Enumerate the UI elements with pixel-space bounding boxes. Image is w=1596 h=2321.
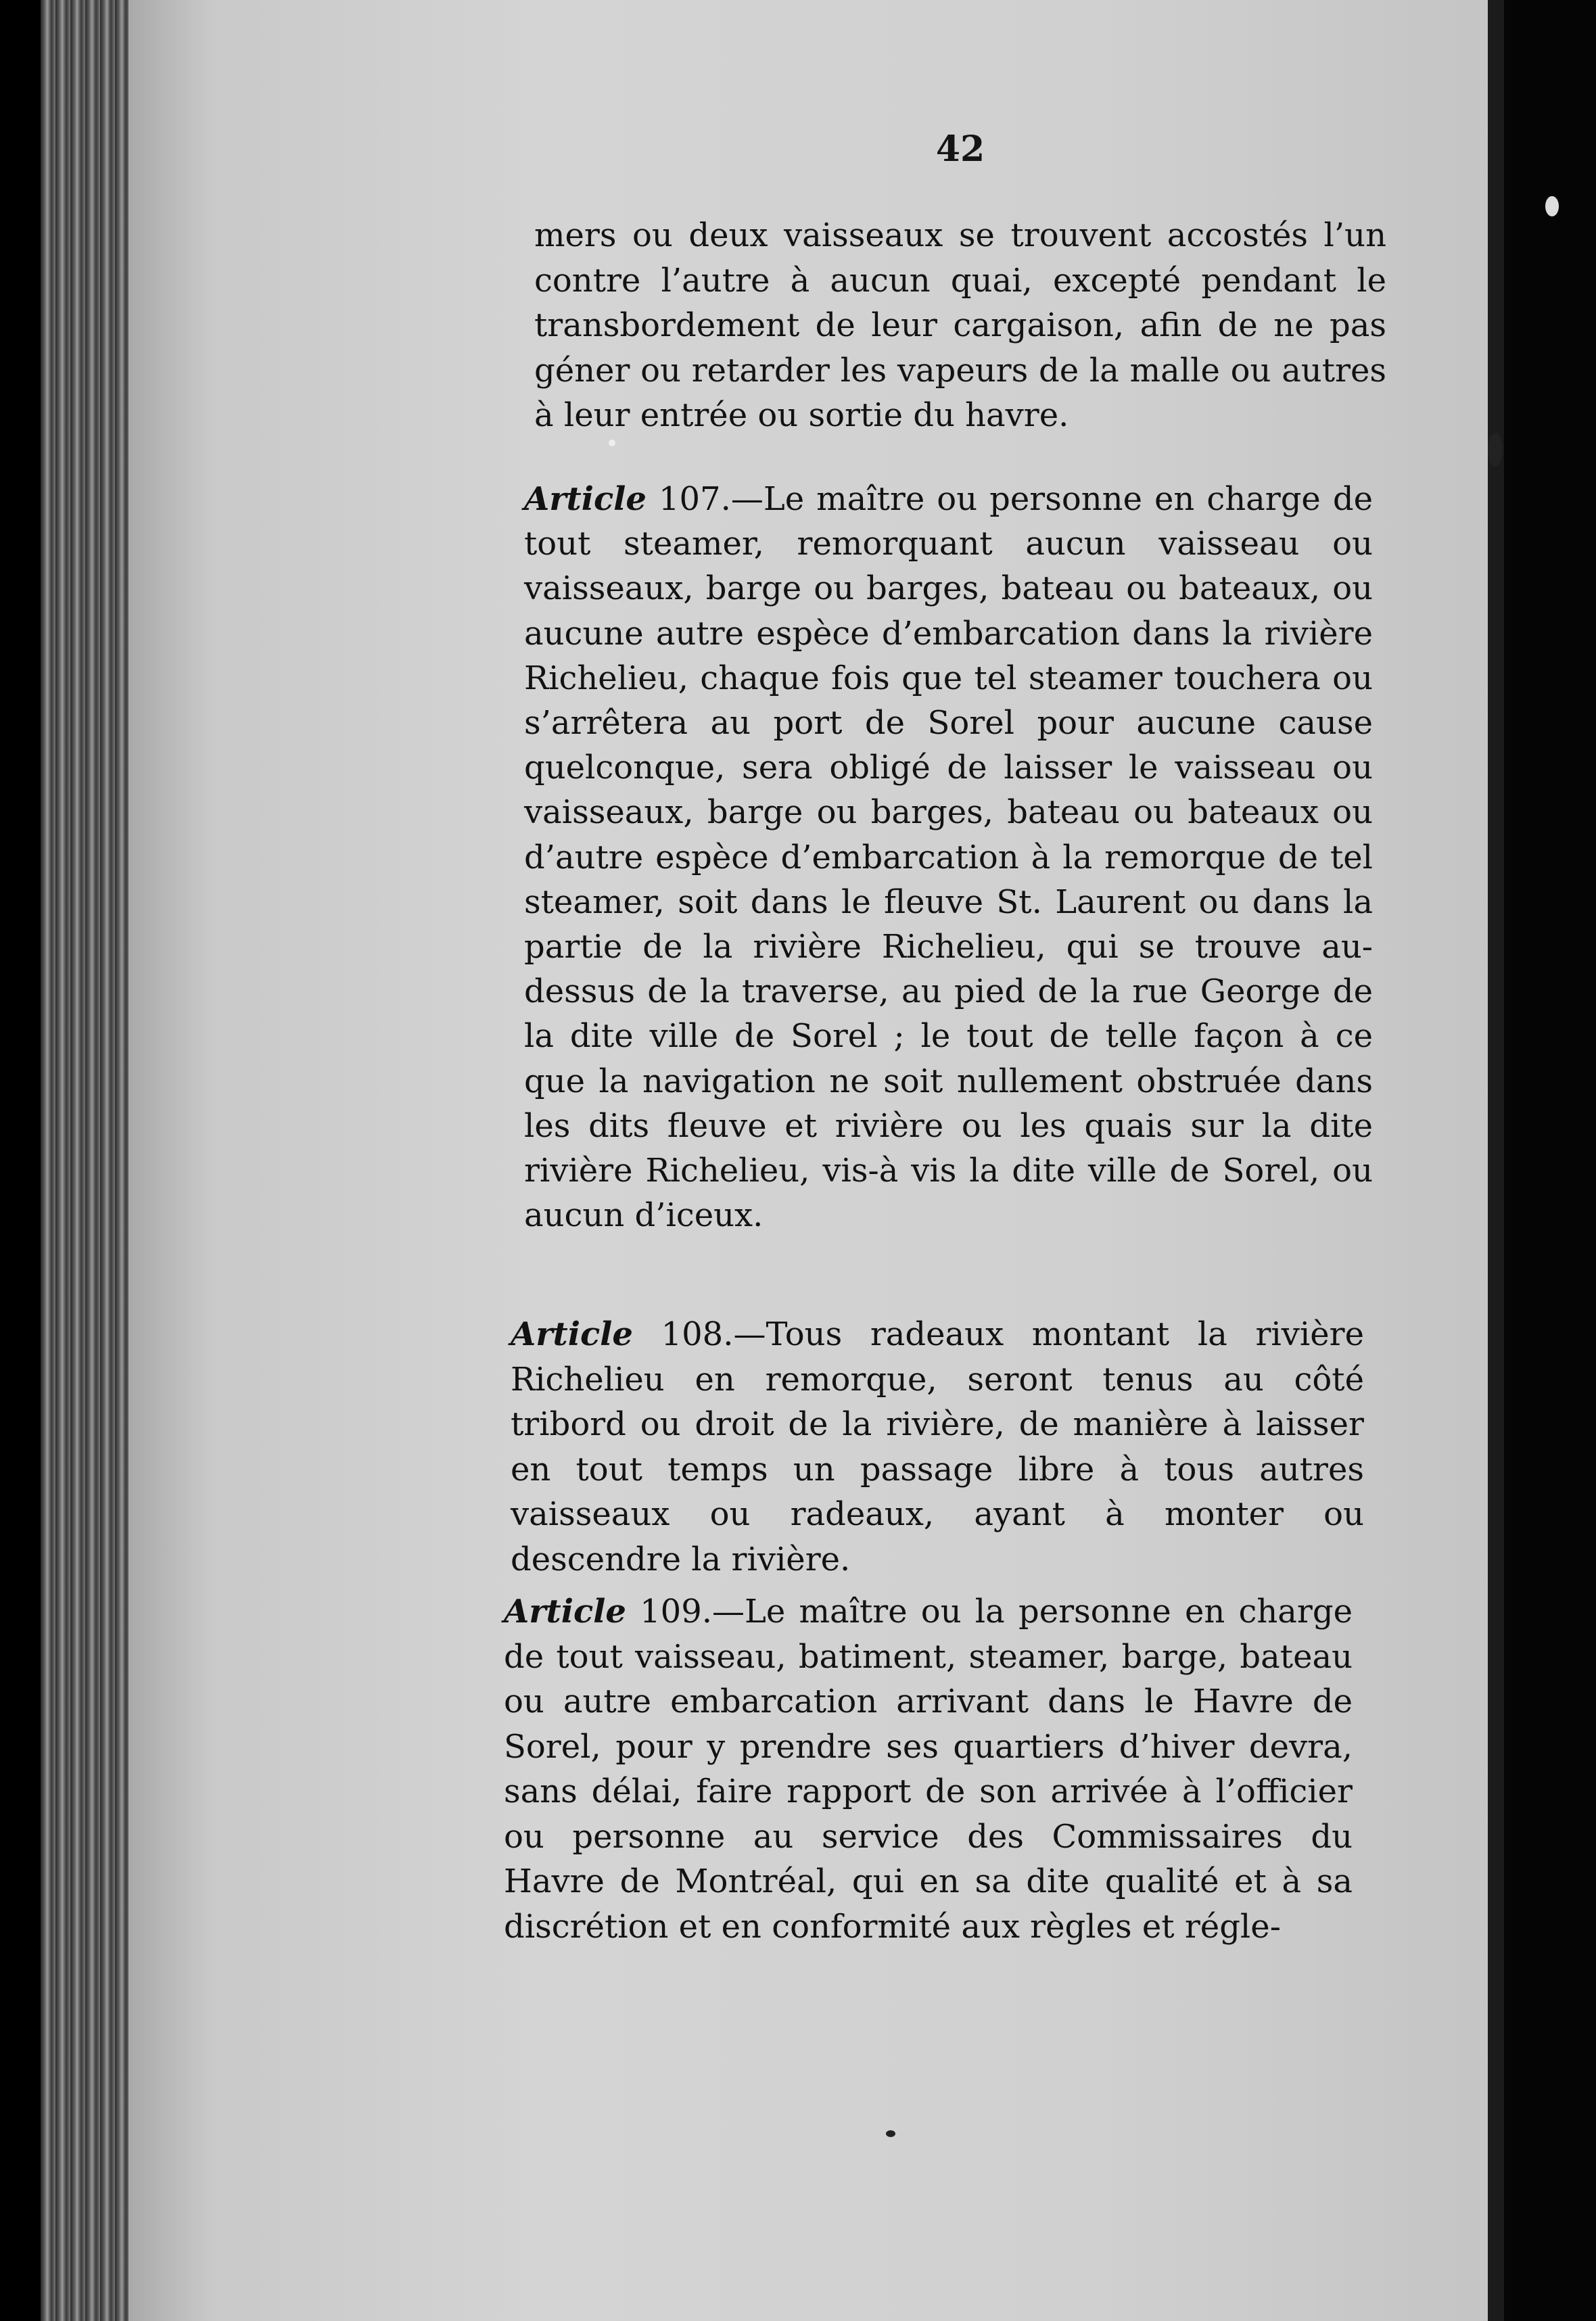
- scan-speck: [1545, 196, 1559, 216]
- paragraph-article-109: [504, 1589, 1353, 1949]
- scan-speck: [609, 440, 615, 446]
- page-gutter: [1488, 0, 1504, 2321]
- article-number: 108.: [661, 1315, 734, 1353]
- article-label: Article: [524, 480, 647, 518]
- article-text: —Tous radeaux montant la rivière Richelieu en remorque, seront tenus au côté tribord ou droit de la rivière, de manière à laisser en tout temps un passage libre à tous autres vaisseaux ou radeaux, ayant à monter ou descendre la rivière.: [511, 1315, 1364, 1578]
- page-number: 42: [935, 128, 985, 170]
- paragraph-article-108: [511, 1312, 1364, 1582]
- scan-speck: [886, 2130, 895, 2137]
- article-text: —Le maître ou personne en charge de tout steamer, remorquant aucun vaisseau ou vaisseaux, barge ou barges, bateau ou bateaux, ou aucune autre espèce d’embarcation dans la rivière Richelieu, chaque fois que tel steamer touchera ou s’arrêtera au port de Sorel pour aucune cause quelconque, sera obligé de laisser le vaisseau ou vaisseaux, barge ou barges, bateau ou bateaux ou d’autre espèce d’embarcation à la remorque de tel steamer, soit dans le fleuve St. Laurent ou dans la partie de la rivière Richelieu, qui se trouve au-dessus de la traverse, au pied de la rue George de la dite ville de Sorel ; le tout de telle façon à ce que la navigation ne soit nullement obstruée dans les dits fleuve et rivière ou les quais sur la dite rivière Richelieu, vis-à vis la dite ville de Sorel, ou aucun d’iceux.: [524, 480, 1373, 1235]
- book-page-edges: [41, 0, 142, 2321]
- paragraph-continuation: mers ou deux vaisseaux se trouvent accostés l’un contre l’autre à aucun quai, excepté pendant le transbordement de leur cargaison, afin de ne pas géner ou retarder les vapeurs de la malle ou autres à leur entrée ou sortie du havre.: [534, 216, 1386, 434]
- article-text: —Le maître ou la personne en charge de tout vaisseau, batiment, steamer, barge, bateau ou autre embarcation arrivant dans le Havre de Sorel, pour y prendre ses quartiers d’hiver devra, sans délai, faire rapport de son arrivée à l’officier ou personne au service des Commissaires du Havre de Montréal, qui en sa dite qualité et à sa discrétion et en conformité aux règles et régle-: [504, 1593, 1353, 1946]
- scan-speck: [1488, 433, 1503, 467]
- article-label: Article: [504, 1593, 626, 1631]
- paragraph-article-107: [524, 477, 1373, 1238]
- article-number: 109.: [640, 1593, 713, 1631]
- article-number: 107.: [658, 480, 731, 518]
- scan-background: [1504, 0, 1596, 2321]
- article-label: Article: [511, 1315, 633, 1353]
